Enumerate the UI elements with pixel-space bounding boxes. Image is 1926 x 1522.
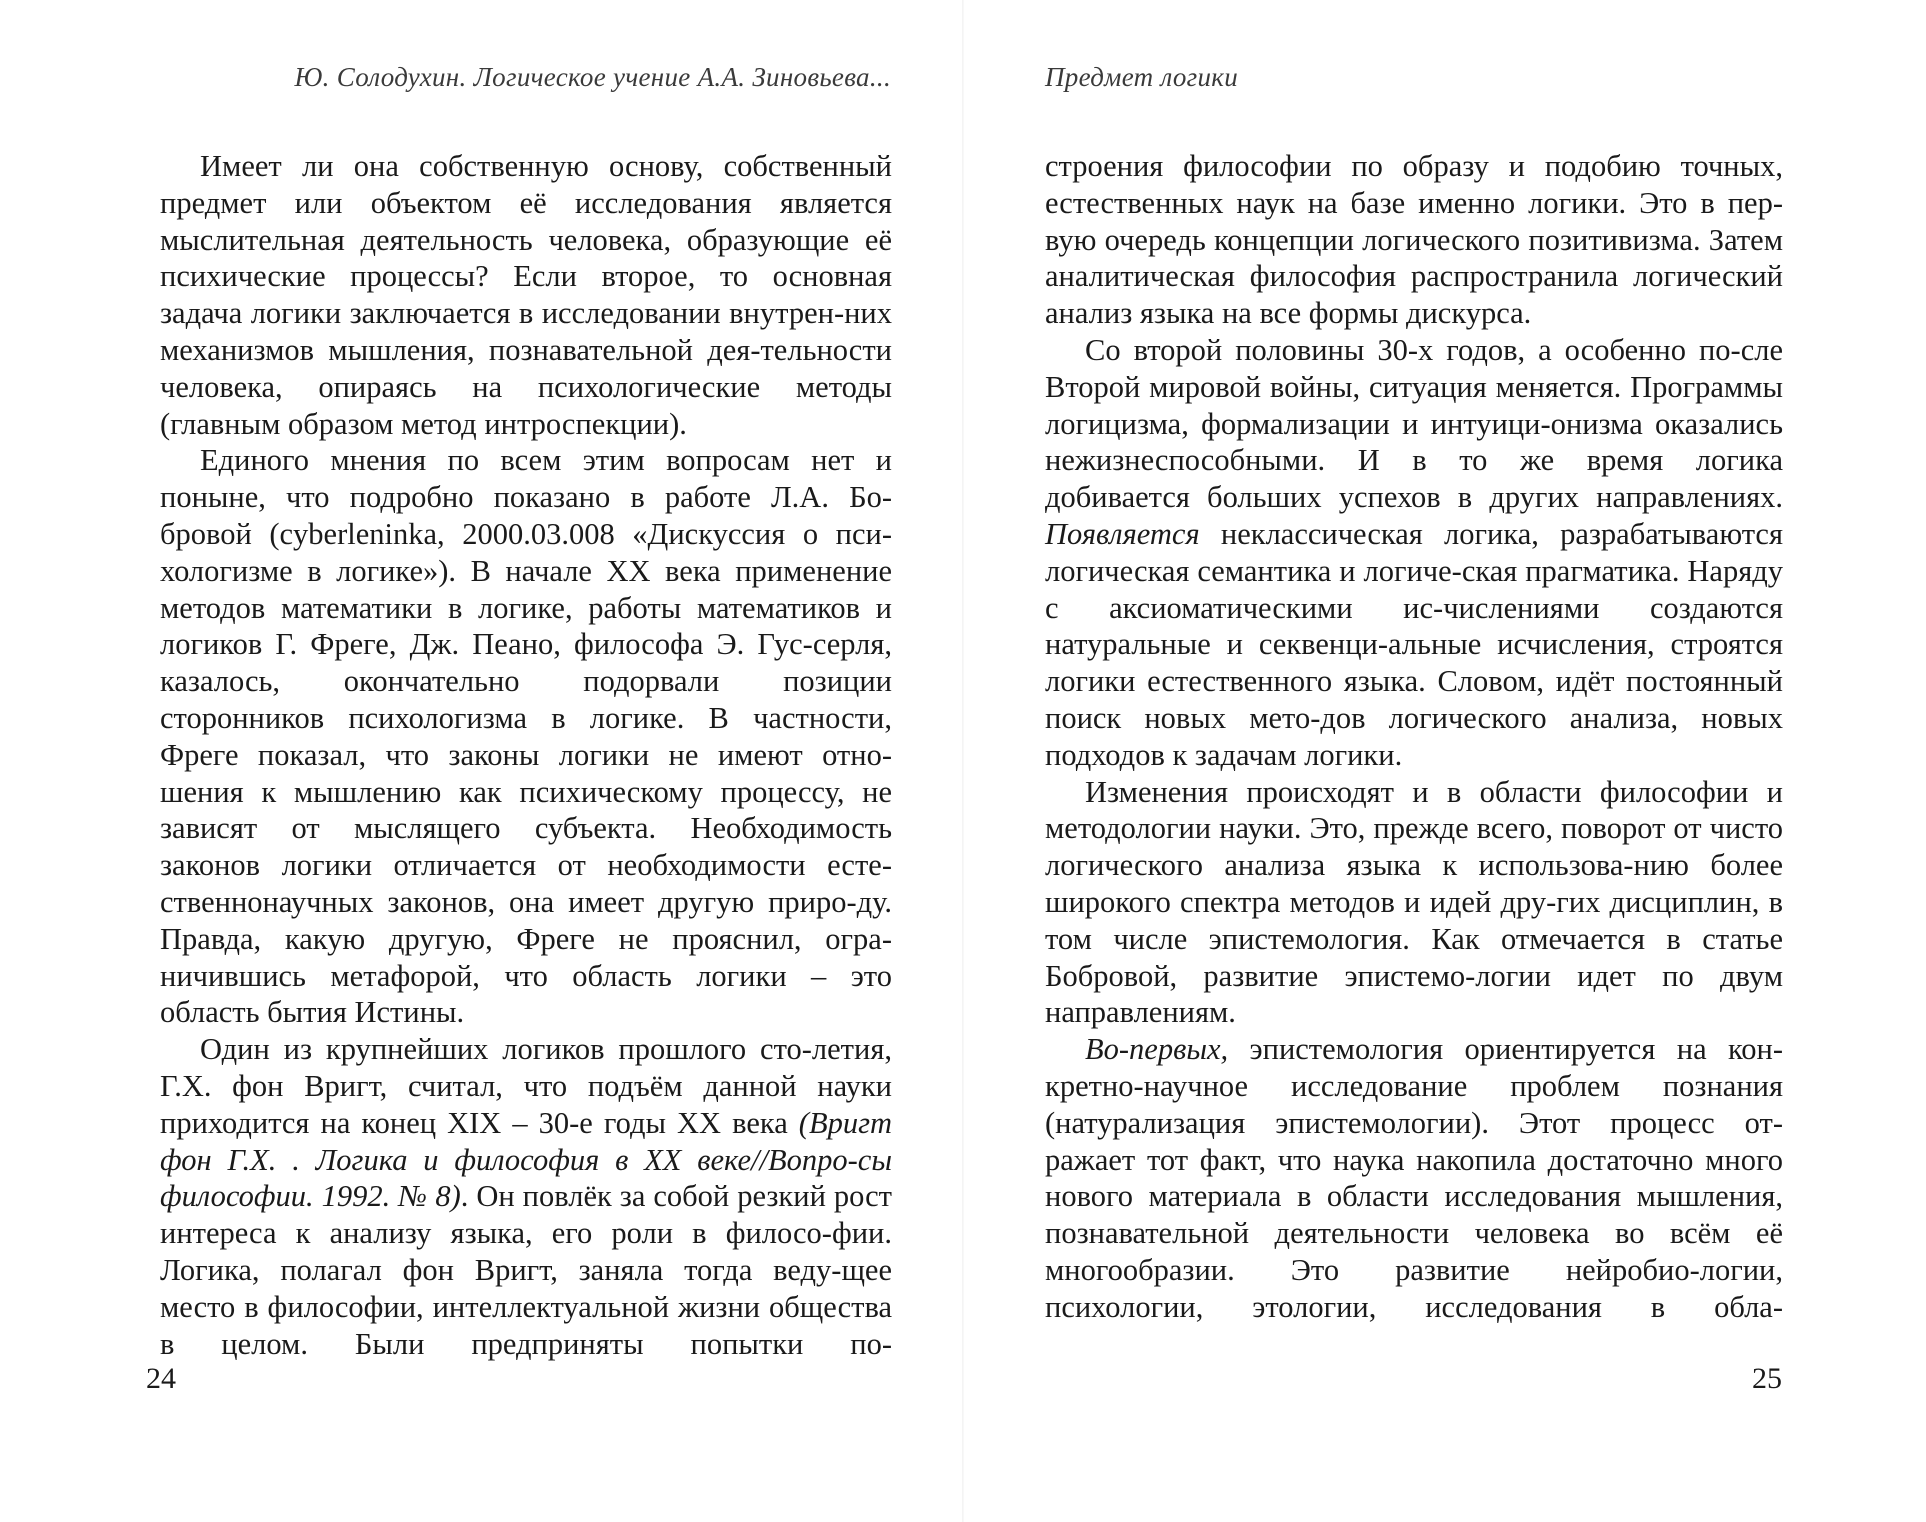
right-paragraph-3: Изменения происходят и в области философии и методологии науки. Это, прежде всего, поворот от чисто логического анализа языка к использова-нию более широкого спектра методов и идей дру-гих дисциплин, в том числе эпистемология. Как отмечается в статье Бобровой, развитие эпистемо-логии идет по двум направлениям.: [1045, 774, 1783, 1030]
right-paragraph-2-tail: неклассическая логика, разрабатываются логическая семантика и логиче-ская прагматика. Наряду с аксиоматическими ис-числениями создаются натуральные и секвенци-альные исчисления, строятся логики естественного языка. Словом, идёт постоянный поиск новых мето-дов логического анализа, новых подходов к задачам логики.: [1045, 516, 1783, 772]
right-page-number: 25: [1752, 1362, 1782, 1395]
left-paragraph-3: [160, 1031, 892, 1362]
left-paragraph-1: Имеет ли она собственную основу, собственный предмет или объектом её исследования является мыслительная деятельность человека, образующие её психические процессы? Если второе, то основная задача логики заключается в исследовании внутрен-них механизмов мышления, познавательной дея-тельности человека, опираясь на психологические методы (главным образом метод интроспекции).: [160, 149, 892, 441]
right-paragraph-1-continued: строения философии по образу и подобию точных, естественных наук на базе именно логики. Это в пер-вую очередь концепции логического позитивизма. Затем аналитическая философия распространила логический анализ языка на все формы дискурса.: [1045, 149, 1783, 331]
right-paragraph-2-head: Со второй половины 30-х годов, а особенно по-сле Второй мировой войны, ситуация меняется. Программы логицизма, формализации и интуици-онизма оказались нежизнеспособными. И в то же время логика добивается больших успехов в других направлениях.: [1045, 332, 1783, 515]
left-citation: (Вригт фон Г.Х. . Логика и философия в XX веке//Вопро-сы философии. 1992. № 8): [160, 1105, 892, 1214]
right-body-text: [1045, 148, 1783, 1326]
right-paragraph-2-italic: Появляется: [1045, 516, 1200, 551]
right-running-head: Предмет логики: [1045, 62, 1239, 92]
left-paragraph-3-tail: . Он повлёк за собой резкий рост интереса к анализу языка, его роли в филосо-фии. Логика, полагал фон Вригт, заняла тогда веду-щее место в философии, интеллектуальной жизни общества в целом. Были предприняты попытки по-: [160, 1179, 893, 1361]
right-paragraph-4-italic: Во-первых,: [1085, 1032, 1229, 1067]
right-paragraph-4-tail: эпистемология ориентируется на кон-кретно-научное исследование проблем познания (натурализация эпистемологии). Этот процесс от-ражает тот факт, что наука накопила достаточно много нового материала в области исследования мышления, познавательной деятельности человека во всём её многообразии. Это развитие нейробио-логии, психологии, этологии, исследования в обла-: [1045, 1032, 1784, 1324]
right-paragraph-2: [1045, 332, 1783, 774]
left-running-head: Ю. Солодухин. Логическое учение А.А. Зиновьева...: [294, 62, 891, 92]
left-paragraph-2: Единого мнения по всем этим вопросам нет и поныне, что подробно показано в работе Л.А. Бо-бровой (cyberleninka, 2000.03.008 «Дискуссия о пси-хологизме в логике»). В начале XX века применение методов математики в логике, работы математиков и логиков Г. Фреге, Дж. Пеано, философа Э. Гус-серля, казалось, окончательно подорвали позиции сторонников психологизма в логике. В частности, Фреге показал, что законы логики не имеют отно-шения к мышлению как психическому процессу, не зависят от мыслящего субъекта. Необходимость законов логики отличается от необходимости есте-ственнонаучных законов, она имеет другую приро-ду. Правда, какую другую, Фреге не прояснил, огра-ничившись метафорой, что область логики – это область бытия Истины.: [160, 443, 892, 1030]
left-page-number: 24: [146, 1362, 176, 1395]
left-body-text: [160, 148, 892, 1362]
right-page: [963, 0, 1926, 1522]
right-paragraph-4: [1045, 1031, 1783, 1325]
left-paragraph-3-head: Один из крупнейших логиков прошлого сто-летия, Г.Х. фон Вригт, считал, что подъём данной науки приходится на конец XIX – 30-е годы XX века: [160, 1032, 892, 1140]
